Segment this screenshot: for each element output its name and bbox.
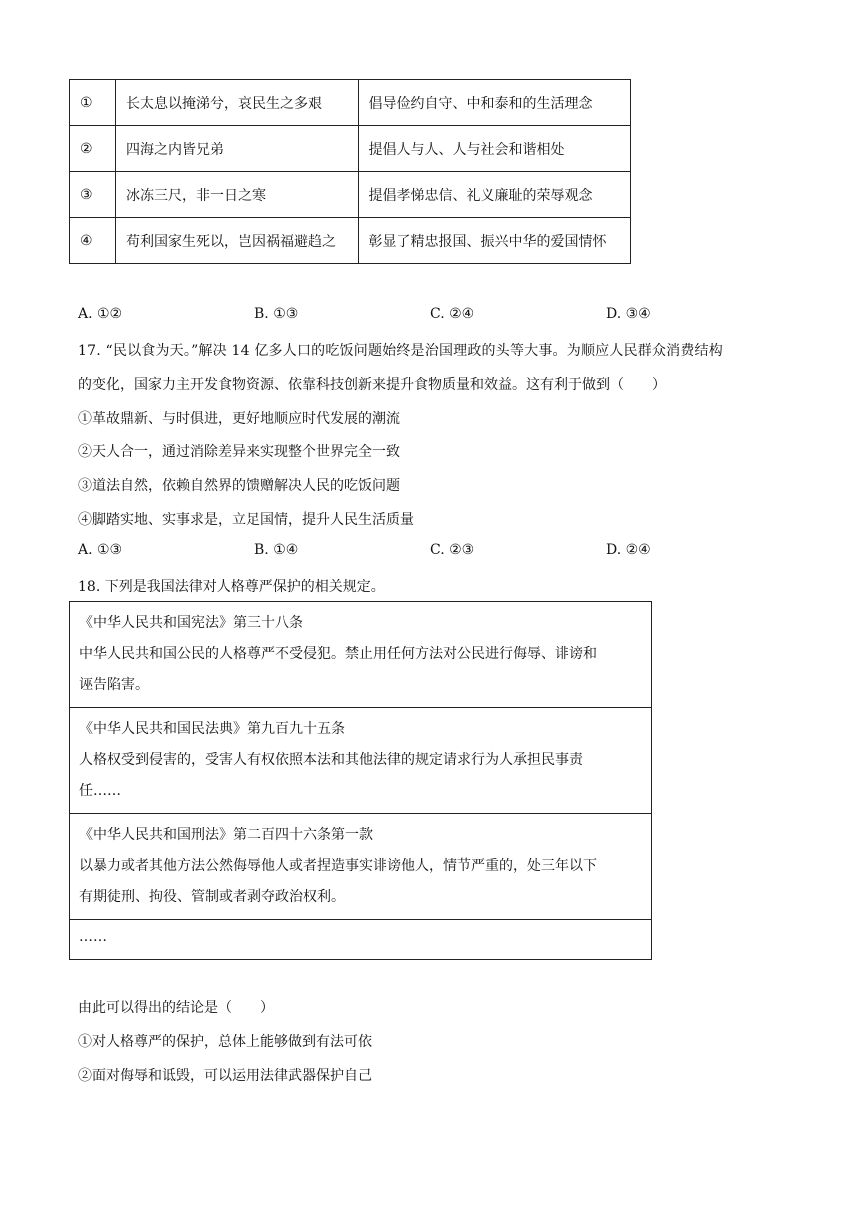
meaning-cell: 倡导俭约自守、中和泰和的生活理念 [358,80,630,126]
law-excerpts-box [69,601,652,960]
law-text: 中华人民共和国公民的人格尊严不受侵犯。禁止用任何方法对公民进行侮辱、诽谤和 [79,646,597,662]
q17-item-3: ③道法自然，依赖自然界的馈赠解决人民的吃饭问题 [78,478,400,494]
q17-item-2: ②天人合一，通过消除差异来实现整个世界完全一致 [78,444,400,460]
law-title: 《中华人民共和国民法典》第九百九十五条 [79,721,345,737]
quote-cell: 长太息以掩涕兮，哀民生之多艰 [115,80,358,126]
meaning-cell: 彰显了精忠报国、振兴中华的爱国情怀 [358,218,630,264]
q17-option-a[interactable]: A. ①③ [78,542,123,558]
q16-option-a[interactable]: A. ①② [78,306,123,322]
quote-cell: 四海之内皆兄弟 [115,126,358,172]
q16-option-b[interactable]: B. ①③ [254,306,299,322]
q17-stem-line2: 的变化，国家力主开发食物资源、依靠科技创新来提升食物质量和效益。这有利于做到（ ） [78,377,666,393]
quote-cell: 苟利国家生死以，岂因祸福避趋之 [115,218,358,264]
law-text: 诬告陷害。 [79,677,149,693]
q16-option-d[interactable]: D. ③④ [606,306,651,322]
q17-option-b[interactable]: B. ①④ [254,542,299,558]
ellipsis-text: …… [79,929,107,945]
law-title: 《中华人民共和国刑法》第二百四十六条第一款 [79,827,373,843]
q17-item-1: ①革故鼎新、与时俱进，更好地顺应时代发展的潮流 [78,411,400,427]
q17-option-c[interactable]: C. ②③ [430,542,475,558]
law-section-civil-code [70,708,651,814]
table-row [70,126,631,172]
law-section-ellipsis [70,920,651,959]
row-number: ① [70,80,116,126]
q17-stem-line1: 17. “民以食为天。”解决 14 亿多人口的吃饭问题始终是治国理政的头等大事。为顺应人民群众消费结构 [78,343,723,359]
q17-option-d[interactable]: D. ②④ [606,542,651,558]
q16-option-c[interactable]: C. ②④ [430,306,475,322]
law-text: 任…… [79,783,121,799]
meaning-cell: 提倡孝悌忠信、礼义廉耻的荣辱观念 [358,172,630,218]
q17-item-4: ④脚踏实地、实事求是，立足国情，提升人民生活质量 [78,512,414,528]
meaning-cell: 提倡人与人、人与社会和谐相处 [358,126,630,172]
q18-stem: 18. 下列是我国法律对人格尊严保护的相关规定。 [78,579,385,595]
law-text: 人格权受到侵害的，受害人有权依照本法和其他法律的规定请求行为人承担民事责 [79,752,583,768]
row-number: ③ [70,172,116,218]
row-number: ② [70,126,116,172]
table-row [70,80,631,126]
row-number: ④ [70,218,116,264]
table-row [70,172,631,218]
q18-item-2: ②面对侮辱和诋毁，可以运用法律武器保护自己 [78,1068,372,1084]
q18-conclusion: 由此可以得出的结论是（ ） [78,1000,274,1016]
q18-item-1: ①对人格尊严的保护，总体上能够做到有法可依 [78,1034,372,1050]
law-section-constitution [70,602,651,708]
quote-table [69,79,631,264]
law-section-criminal-law [70,814,651,920]
law-text: 以暴力或者其他方法公然侮辱他人或者捏造事实诽谤他人，情节严重的，处三年以下 [79,858,597,874]
quote-cell: 冰冻三尺，非一日之寒 [115,172,358,218]
table-row [70,218,631,264]
law-text: 有期徒刑、拘役、管制或者剥夺政治权利。 [79,889,345,905]
law-title: 《中华人民共和国宪法》第三十八条 [79,615,303,631]
